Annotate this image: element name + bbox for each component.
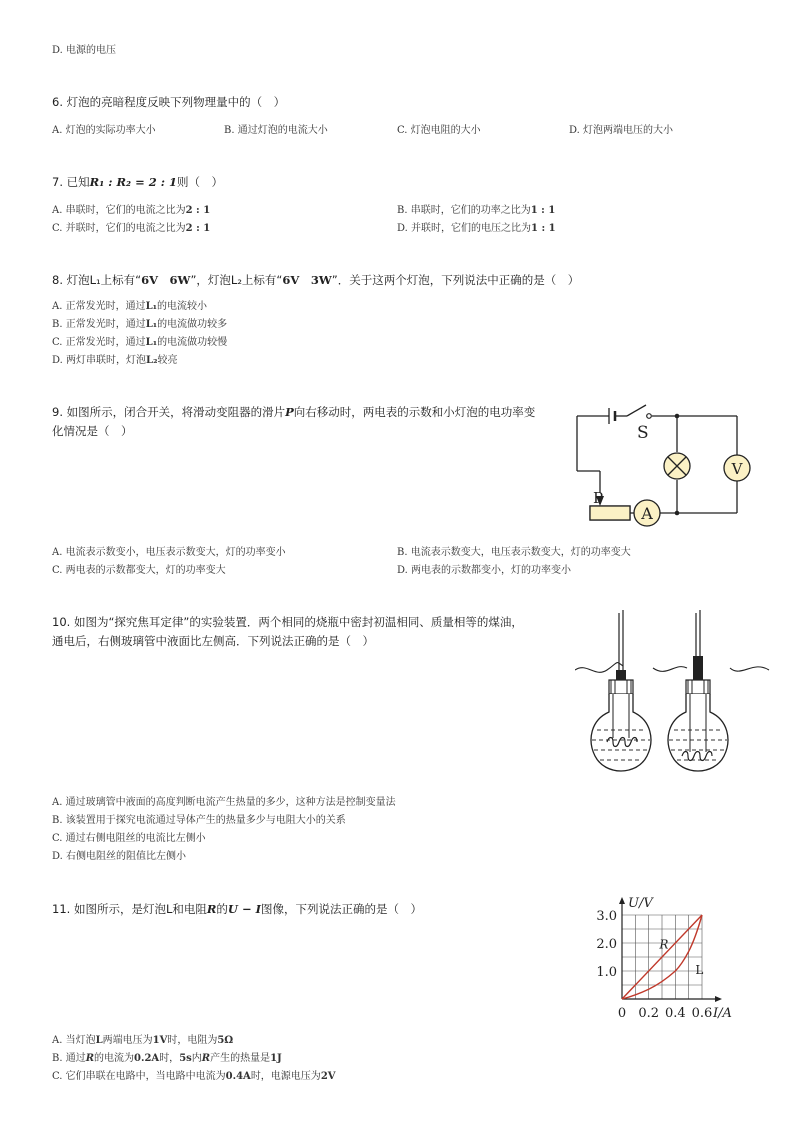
- q10-option-c: C. 通过右侧电阻丝的电流比左侧小: [52, 833, 206, 844]
- x-axis-arrow-icon: [715, 996, 722, 1002]
- x-tick-label: 0.2: [638, 1006, 660, 1021]
- ammeter-icon: [634, 500, 660, 526]
- q7-option-d: D. 并联时，它们的电压之比为1 : 1: [397, 223, 556, 234]
- q5-option-d: D. 电源的电压: [52, 45, 117, 56]
- q8-option-d: D. 两灯串联时，灯泡L₂较亮: [52, 355, 178, 366]
- q10-option-a: A. 通过玻璃管中液面的高度判断电流产生热量的多少，这种方法是控制变量法: [52, 797, 396, 808]
- q11-option-c: C. 它们串联在电路中，当电路中电流为0.4A时，电源电压为2V: [52, 1071, 336, 1082]
- q6-option-a: A. 灯泡的实际功率大小: [52, 125, 156, 136]
- slider-label: P: [593, 489, 604, 507]
- y-axis-label: U/V: [628, 896, 653, 911]
- x-tick-label: 0: [617, 1006, 627, 1021]
- q6-option-d: D. 灯泡两端电压的大小: [569, 125, 674, 136]
- x-tick-label: 0.4: [664, 1006, 686, 1021]
- q9-circuit-diagram: [572, 400, 772, 530]
- y-axis-arrow-icon: [619, 897, 625, 904]
- q7-ratio: R₁ : R₂ = 2 : 1: [89, 175, 177, 189]
- q7-stem: 7. 已知R₁ : R₂ = 2 : 1则（ ）: [52, 175, 223, 189]
- q11-ui-graph: [585, 893, 750, 1023]
- q10-option-b: B. 该装置用于探究电流通过导体产生的热量多少与电阻大小的关系: [52, 815, 346, 826]
- q6-option-b: B. 通过灯泡的电流大小: [224, 125, 328, 136]
- svg-text:V: V: [731, 460, 743, 478]
- switch-label: S: [637, 423, 649, 443]
- svg-text:A: A: [641, 504, 653, 523]
- q11-option-b: B. 通过R的电流为0.2A时，5s内R产生的热量是1J: [52, 1053, 282, 1064]
- q8-option-c: C. 正常发光时，通过L₁的电流做功较慢: [52, 337, 228, 348]
- rheostat-icon: [590, 506, 630, 520]
- series-label-L: L: [695, 962, 704, 977]
- q9-option-a: A. 电流表示数变小，电压表示数变大，灯的功率变小: [52, 547, 286, 558]
- q6-stem: 6. 灯泡的亮暗程度反映下列物理量中的（ ）: [52, 95, 286, 109]
- x-tick-label: 0.6: [691, 1006, 713, 1021]
- x-axis-label: I/A: [713, 1006, 732, 1021]
- q8-option-a: A. 正常发光时，通过L₁的电流较小: [52, 301, 208, 312]
- q9-stem-line1: 9. 如图所示，闭合开关，将滑动变阻器的滑片P向右移动时，两电表的示数和小灯泡的电功率变: [52, 405, 536, 419]
- q11-stem: 11. 如图所示，是灯泡L和电阻R的U − I图像，下列说法正确的是（ ）: [52, 902, 422, 916]
- q9-stem-line2: 化情况是（ ）: [52, 424, 133, 438]
- series-label-R: R: [659, 937, 669, 952]
- y-tick-label: 2.0: [596, 937, 617, 952]
- q10-stem-line2: 通电后，右侧玻璃管中液面比左侧高．下列说法正确的是（ ）: [52, 634, 374, 648]
- q10-joule-apparatus: [575, 608, 770, 783]
- right-flask-icon: [668, 610, 728, 771]
- q10-stem-line1: 10. 如图为“探究焦耳定律”的实验装置．两个相同的烧瓶中密封初温相同、质量相等的煤油，: [52, 615, 523, 629]
- left-flask-icon: [591, 610, 651, 771]
- y-tick-label: 3.0: [596, 909, 617, 924]
- q11-option-a: A. 当灯泡L两端电压为1V时，电阻为5Ω: [52, 1035, 234, 1046]
- q7-option-a: A. 串联时，它们的电流之比为2 : 1: [52, 205, 211, 216]
- q10-option-d: D. 右侧电阻丝的阻值比左侧小: [52, 851, 187, 862]
- q7-option-c: C. 并联时，它们的电流之比为2 : 1: [52, 223, 211, 234]
- q8-option-b: B. 正常发光时，通过L₁的电流做功较多: [52, 319, 228, 330]
- q9-option-b: B. 电流表示数变大，电压表示数变大，灯的功率变大: [397, 547, 631, 558]
- q7-option-b: B. 串联时，它们的功率之比为1 : 1: [397, 205, 556, 216]
- lamp-icon: [664, 453, 690, 479]
- q9-option-d: D. 两电表的示数都变小，灯的功率变小: [397, 565, 572, 576]
- q9-option-c: C. 两电表的示数都变大，灯的功率变大: [52, 565, 226, 576]
- voltmeter-icon: [724, 455, 750, 481]
- q8-stem: 8. 灯泡L₁上标有“6V 6W”，灯泡L₂上标有“6V 3W”．关于这两个灯泡，下列说法中正确的是（ ）: [52, 273, 580, 287]
- y-tick-label: 1.0: [596, 965, 617, 980]
- q6-option-c: C. 灯泡电阻的大小: [397, 125, 481, 136]
